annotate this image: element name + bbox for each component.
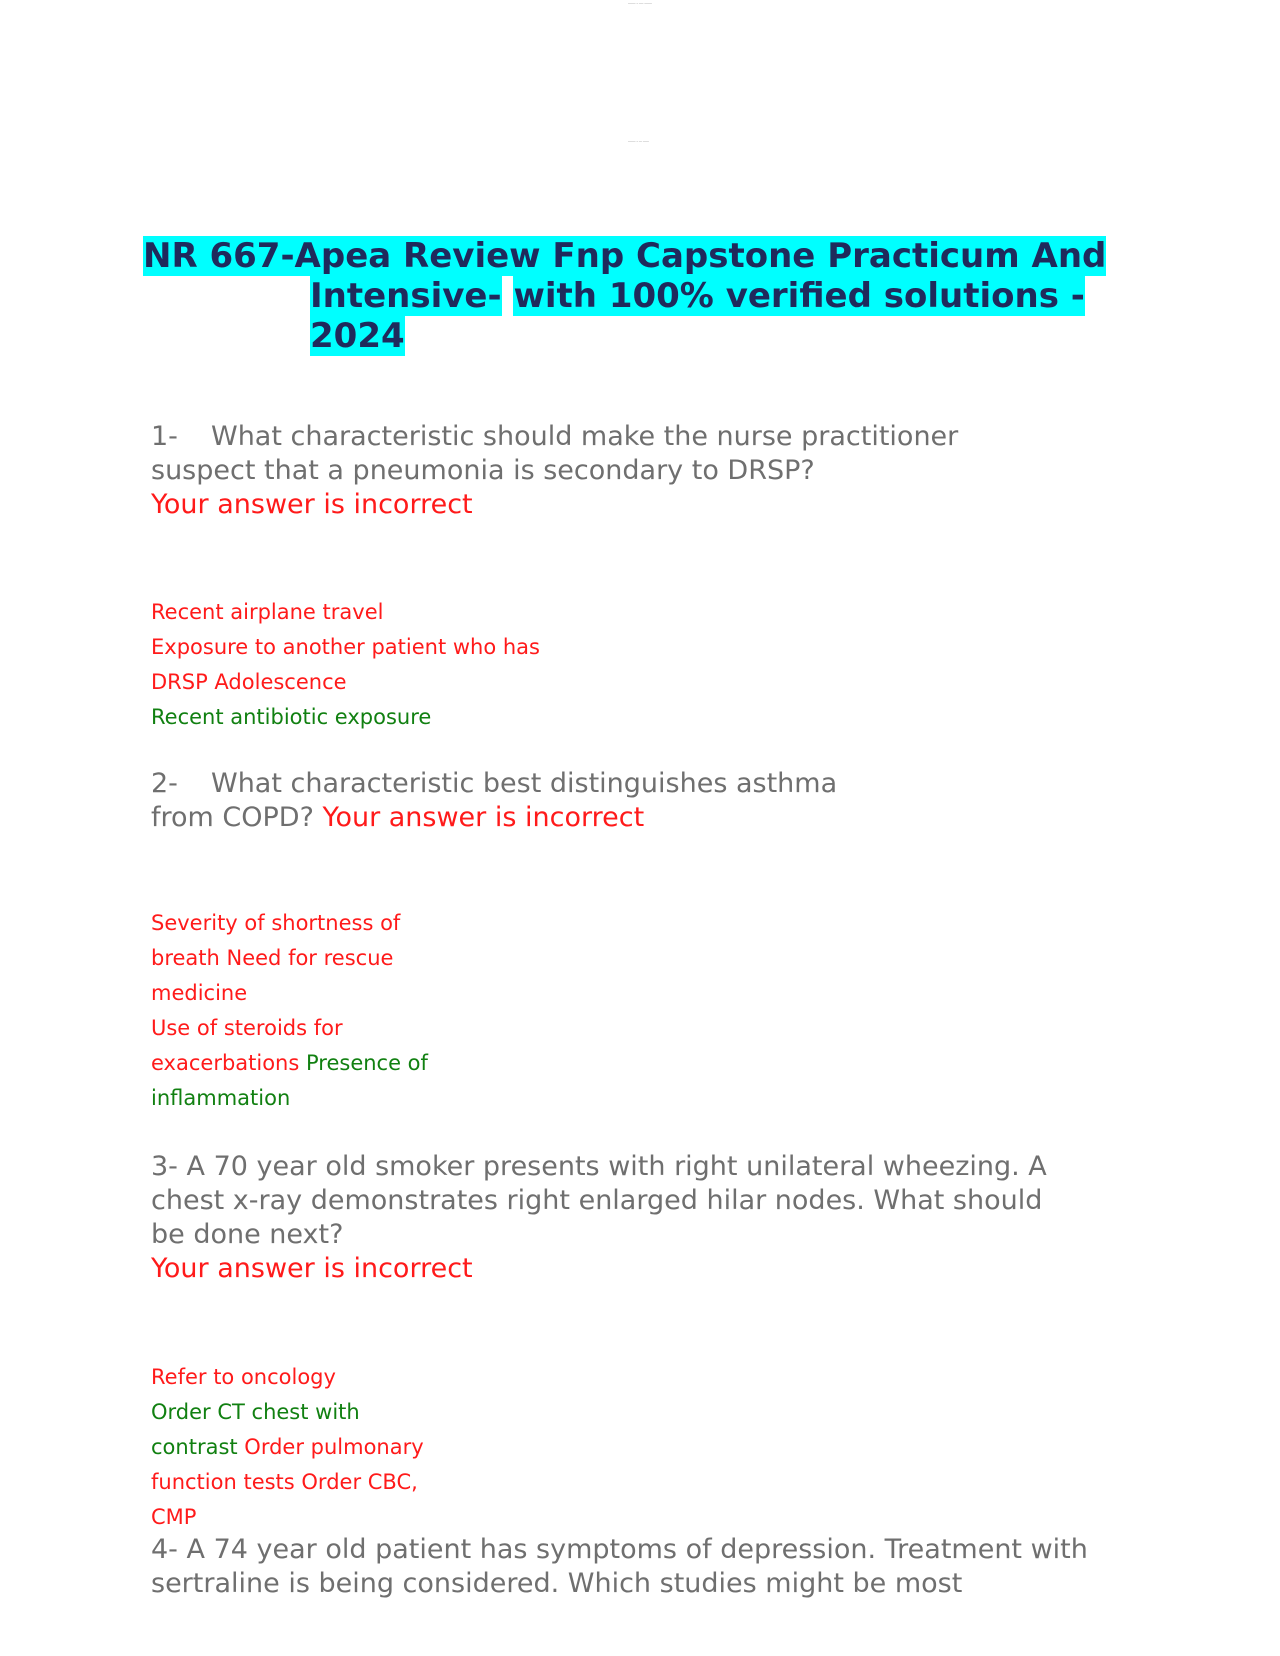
title-line-1: NR 667-Apea Review Fnp Capstone Practicum And <box>143 236 1107 276</box>
question-number: 4- <box>151 1534 178 1565</box>
question-text: chest x-ray demonstrates right enlarged hilar nodes. What should <box>151 1185 1043 1216</box>
answer-option: Severity of shortness of <box>151 911 401 935</box>
header-tiny-text: _____ _ ___ _____ <box>628 0 652 4</box>
question-text: be done next? <box>151 1219 344 1250</box>
answer-option: function tests Order CBC, <box>151 1470 418 1494</box>
title-line-2b: with 100% verified solutions - <box>513 276 1085 316</box>
question-number: 2- <box>151 768 178 799</box>
document-title <box>143 236 1143 356</box>
question-text: sertraline is being considered. Which studies might be most <box>151 1568 963 1599</box>
answer-option-correct: Presence of <box>299 1051 428 1075</box>
question-text: What characteristic best distinguishes asthma <box>211 768 838 799</box>
question-2 <box>151 767 1151 835</box>
answer-feedback: Your answer is incorrect <box>151 1253 473 1284</box>
question-number: 1- <box>151 421 178 452</box>
question-text: What characteristic should make the nurse practitioner <box>211 421 959 452</box>
question-text: from COPD? <box>151 802 314 833</box>
answer-option: Exposure to another patient who has <box>151 635 540 659</box>
header-tiny-text-2: _____ _ __ ____ <box>628 138 649 142</box>
answer-list-1 <box>151 595 540 735</box>
answer-list-2 <box>151 906 428 1116</box>
question-1 <box>151 420 1151 522</box>
title-line-3: 2024 <box>310 316 405 356</box>
question-4 <box>151 1533 1151 1601</box>
answer-option-correct: inflammation <box>151 1086 291 1110</box>
question-text: A 74 year old patient has symptoms of depression. Treatment with <box>186 1534 1088 1565</box>
answer-option: breath Need for rescue <box>151 946 394 970</box>
answer-option: medicine <box>151 981 248 1005</box>
answer-option: exacerbations <box>151 1051 300 1075</box>
question-3 <box>151 1150 1151 1286</box>
question-text: suspect that a pneumonia is secondary to DRSP? <box>151 455 815 486</box>
question-text: A 70 year old smoker presents with right unilateral wheezing. A <box>186 1151 1047 1182</box>
answer-option-correct: contrast <box>151 1435 238 1459</box>
answer-option: Refer to oncology <box>151 1365 336 1389</box>
answer-option: CMP <box>151 1505 197 1529</box>
question-number: 3- <box>151 1151 178 1182</box>
answer-list-3 <box>151 1360 424 1535</box>
answer-feedback: Your answer is incorrect <box>151 489 473 520</box>
answer-option: Use of steroids for <box>151 1016 343 1040</box>
answer-option: DRSP Adolescence <box>151 670 347 694</box>
answer-option-correct: Order CT chest with <box>151 1400 360 1424</box>
answer-option-correct: Recent antibiotic exposure <box>151 705 432 729</box>
answer-feedback: Your answer is incorrect <box>322 802 645 833</box>
answer-option: Order pulmonary <box>237 1435 424 1459</box>
answer-option: Recent airplane travel <box>151 600 384 624</box>
title-line-2a: Intensive- <box>310 276 502 316</box>
